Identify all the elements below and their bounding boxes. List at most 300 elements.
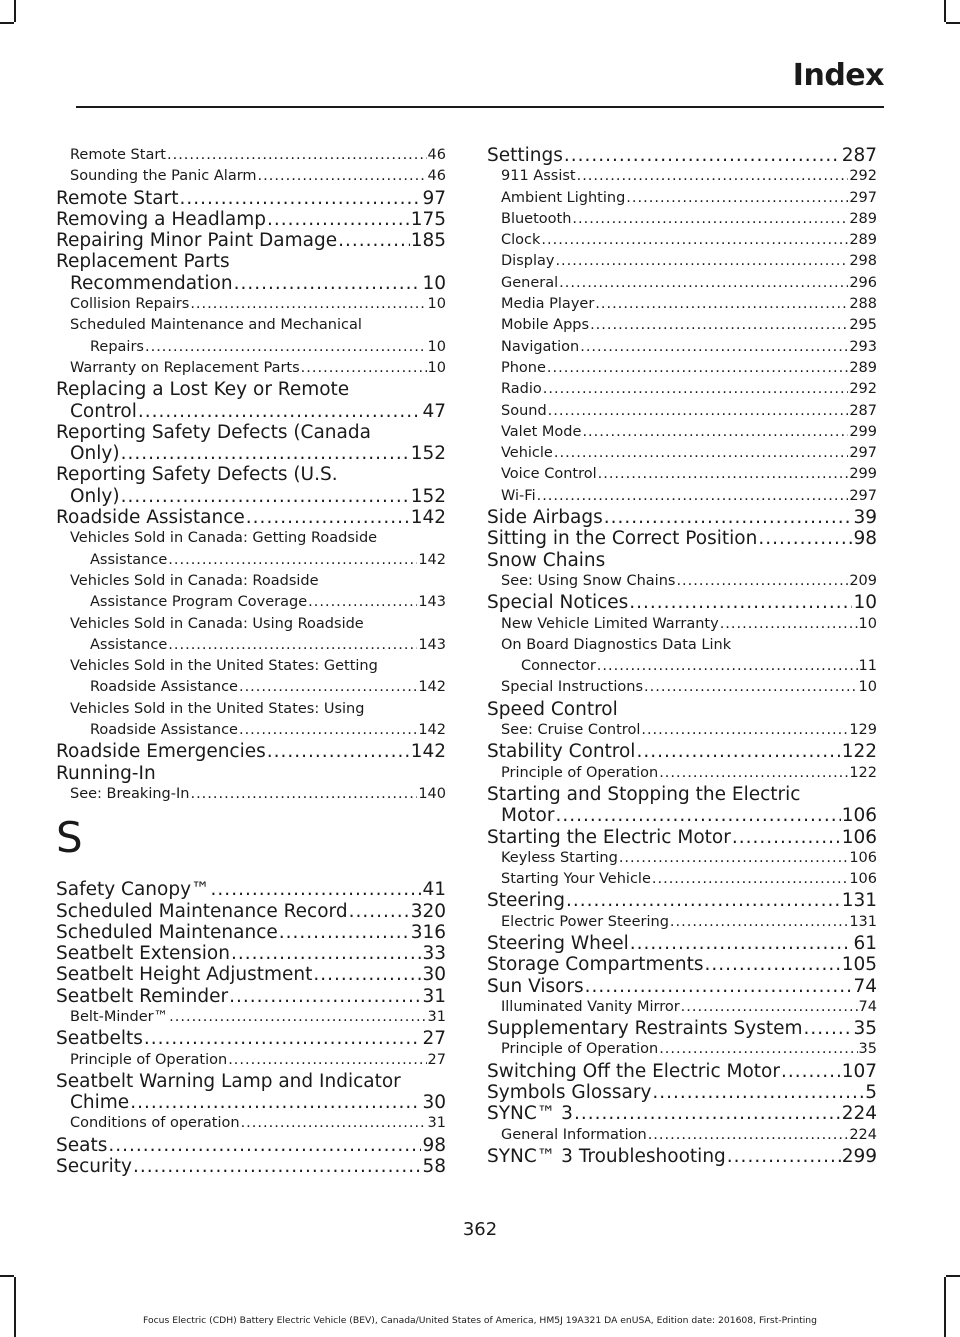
entry-label: Collision Repairs <box>70 296 190 313</box>
entry-label: Steering <box>487 890 565 912</box>
index-entry[interactable] <box>487 614 877 635</box>
index-column-right <box>487 145 877 1167</box>
index-entry[interactable] <box>487 273 877 294</box>
dot-leader <box>652 869 848 890</box>
entry-page-number: 10 <box>858 679 877 696</box>
crop-mark <box>14 1277 16 1337</box>
entry-page-number: 106 <box>841 826 877 848</box>
index-entry[interactable] <box>487 464 877 485</box>
entry-label: Assistance Program Coverage <box>90 594 308 611</box>
dot-leader <box>727 1146 841 1167</box>
index-entry[interactable] <box>487 337 877 358</box>
dot-leader <box>190 294 426 315</box>
index-entry[interactable] <box>56 1028 446 1049</box>
index-entry[interactable] <box>487 1103 877 1124</box>
entry-page-number: 142 <box>418 679 446 696</box>
entry-page-number: 185 <box>410 230 446 252</box>
dot-leader <box>704 954 840 975</box>
index-entry[interactable] <box>56 1156 446 1177</box>
entry-page-number: 298 <box>849 253 877 270</box>
index-entry[interactable] <box>487 528 877 549</box>
entry-label: Speed Control <box>487 698 618 720</box>
dot-leader <box>144 1028 422 1049</box>
entry-label-line: Vehicles Sold in the United States: Getting <box>70 658 378 675</box>
entry-page-number: 224 <box>849 1126 877 1143</box>
dot-leader <box>169 1007 426 1028</box>
index-entry[interactable] <box>56 1135 446 1156</box>
entry-page-number: 131 <box>849 913 877 930</box>
entry-label: Bluetooth <box>501 210 572 227</box>
index-entry[interactable] <box>56 943 446 964</box>
entry-label: Radio <box>501 381 542 398</box>
index-entry[interactable] <box>487 763 877 784</box>
page-number: 362 <box>462 1219 498 1240</box>
entry-page-number: 297 <box>849 487 877 504</box>
entry-label: Scheduled Maintenance Record <box>56 900 348 922</box>
dot-leader <box>234 273 422 294</box>
entry-page-number: 31 <box>427 1115 446 1132</box>
dot-leader <box>168 550 417 571</box>
entry-label: Roadside Assistance <box>90 722 238 739</box>
index-entry[interactable] <box>487 720 877 741</box>
entry-page-number: 5 <box>865 1082 877 1104</box>
index-entry[interactable] <box>56 741 446 762</box>
index-entry[interactable] <box>487 358 877 379</box>
entry-label: Principle of Operation <box>70 1051 228 1068</box>
dot-leader <box>246 507 410 528</box>
entry-page-number: 74 <box>853 975 877 997</box>
crop-mark <box>14 0 16 22</box>
dot-leader <box>720 614 858 635</box>
crop-mark <box>0 22 14 24</box>
entry-page-number: 140 <box>418 785 446 802</box>
entry-label: Symbols Glossary <box>487 1082 652 1104</box>
index-entry[interactable] <box>56 1092 446 1113</box>
entry-label: See: Breaking-In <box>70 785 190 802</box>
entry-label-line: Replacement Parts <box>56 251 230 273</box>
entry-label: Sounding the Panic Alarm <box>70 168 257 185</box>
entry-label: Assistance <box>90 636 168 653</box>
entry-page-number: 287 <box>841 145 877 166</box>
entry-label: Keyless Starting <box>501 849 618 866</box>
index-entry[interactable] <box>487 1125 877 1146</box>
index-entry[interactable] <box>56 1050 446 1071</box>
entry-page-number: 27 <box>422 1028 446 1050</box>
entry-label: Repairs <box>90 338 144 355</box>
entry-label-line: Vehicles Sold in Canada: Roadside <box>70 572 319 589</box>
entry-label: Scheduled Maintenance <box>56 921 278 943</box>
dot-leader <box>626 188 848 209</box>
index-entry[interactable] <box>487 379 877 400</box>
index-entry[interactable] <box>56 986 446 1007</box>
index-entry[interactable] <box>487 443 877 464</box>
entry-label: Principle of Operation <box>501 764 659 781</box>
dot-leader <box>121 443 410 464</box>
entry-label: Voice Control <box>501 466 597 483</box>
dot-leader <box>308 592 417 613</box>
entry-label: General <box>501 274 559 291</box>
entry-page-number: 10 <box>858 615 877 632</box>
entry-page-number: 106 <box>849 871 877 888</box>
entry-label: Supplementary Restraints System <box>487 1018 803 1040</box>
entry-page-number: 47 <box>422 400 446 422</box>
entry-label: Sun Visors <box>487 975 584 997</box>
entry-label: Valet Mode <box>501 423 582 440</box>
entry-label: Storage Compartments <box>487 954 704 976</box>
index-entry[interactable] <box>487 315 877 336</box>
index-entry[interactable] <box>487 933 877 954</box>
entry-label: Motor <box>501 805 555 827</box>
crop-mark <box>944 0 946 22</box>
entry-page-number: 30 <box>422 964 446 986</box>
dot-leader <box>636 741 840 762</box>
index-entry[interactable] <box>487 1061 877 1082</box>
footer-text: Focus Electric (CDH) Battery Electric Vehicle (BEV), Canada/United States of America, HM5J 19A321 DA enUSA, Edition date: 201608, First-Printing <box>143 1315 817 1326</box>
dot-leader <box>630 933 853 954</box>
entry-label: New Vehicle Limited Warranty <box>501 615 719 632</box>
entry-label: Starting Your Vehicle <box>501 871 651 888</box>
index-entry[interactable] <box>56 230 446 251</box>
entry-page-number: 293 <box>849 338 877 355</box>
index-entry[interactable] <box>56 550 446 571</box>
entry-page-number: 107 <box>841 1060 877 1082</box>
crop-mark <box>946 1275 960 1277</box>
entry-page-number: 142 <box>418 551 446 568</box>
entry-page-number: 10 <box>427 359 446 376</box>
dot-leader <box>239 720 417 741</box>
index-entry[interactable] <box>487 1039 877 1060</box>
entry-label: Principle of Operation <box>501 1041 659 1058</box>
index-entry[interactable] <box>487 677 877 698</box>
dot-leader <box>301 358 427 379</box>
dot-leader <box>338 230 410 251</box>
index-entry[interactable] <box>487 507 877 528</box>
index-entry[interactable] <box>487 827 877 848</box>
dot-leader <box>659 763 848 784</box>
entry-label: Wi-Fi <box>501 487 536 504</box>
index-entry[interactable] <box>56 922 446 943</box>
index-entry[interactable] <box>56 209 446 230</box>
entry-label: Security <box>56 1156 132 1178</box>
entry-page-number: 142 <box>418 722 446 739</box>
crop-mark <box>0 1275 14 1277</box>
dot-leader <box>541 230 848 251</box>
dot-leader <box>629 592 852 613</box>
entry-label: Media Player <box>501 296 595 313</box>
entry-label: Illuminated Vanity Mirror <box>501 998 680 1015</box>
dot-leader <box>598 464 849 485</box>
dot-leader <box>572 209 848 230</box>
entry-label: See: Using Snow Chains <box>501 572 676 589</box>
dot-leader <box>758 528 852 549</box>
index-entry[interactable] <box>487 890 877 911</box>
crop-mark <box>944 1277 946 1337</box>
index-entry[interactable] <box>487 592 877 613</box>
entry-label: Seatbelt Extension <box>56 943 230 965</box>
entry-page-number: 31 <box>427 1008 446 1025</box>
entry-page-number: 98 <box>422 1134 446 1156</box>
entry-label: Belt-Minder™ <box>70 1008 169 1025</box>
entry-label: Roadside Emergencies <box>56 741 266 763</box>
entry-label: Roadside Assistance <box>90 679 238 696</box>
index-entry[interactable] <box>487 699 877 720</box>
index-entry[interactable] <box>487 1146 877 1167</box>
dot-leader <box>145 337 427 358</box>
entry-label: Sitting in the Correct Position <box>487 528 758 550</box>
entry-label: Only) <box>70 443 120 465</box>
index-entry[interactable] <box>487 550 877 571</box>
dot-leader <box>555 805 840 826</box>
entry-label-line: Vehicles Sold in Canada: Getting Roadside <box>70 530 378 547</box>
entry-page-number: 288 <box>849 296 877 313</box>
index-entry[interactable] <box>56 677 446 698</box>
entry-page-number: 152 <box>410 485 446 507</box>
dot-leader <box>267 741 410 762</box>
index-entry[interactable] <box>56 592 446 613</box>
dot-leader <box>555 251 848 272</box>
index-entry[interactable] <box>56 635 446 656</box>
dot-leader <box>577 166 849 187</box>
entry-label: Remote Start <box>56 187 179 209</box>
entry-label: Sound <box>501 402 547 419</box>
index-entry[interactable] <box>487 166 877 187</box>
dot-leader <box>659 1039 857 1060</box>
entry-page-number: 299 <box>841 1145 877 1167</box>
entry-page-number: 143 <box>418 594 446 611</box>
dot-leader <box>537 486 849 507</box>
entry-page-number: 11 <box>858 658 877 675</box>
index-entry[interactable] <box>487 912 877 933</box>
entry-label-line: Starting and Stopping the Electric <box>487 783 801 805</box>
index-entry[interactable] <box>487 1018 877 1039</box>
entry-page-number: 316 <box>410 921 446 943</box>
index-entry[interactable] <box>487 997 877 1018</box>
dot-leader <box>554 443 848 464</box>
entry-page-number: 299 <box>849 466 877 483</box>
entry-label: Recommendation <box>70 272 233 294</box>
entry-page-number: 35 <box>853 1018 877 1040</box>
dot-leader <box>228 1050 426 1071</box>
entry-label: Clock <box>501 232 541 249</box>
entry-label-line: Reporting Safety Defects (U.S. <box>56 464 338 486</box>
dot-leader <box>582 422 848 443</box>
dot-leader <box>349 901 410 922</box>
dot-leader <box>239 677 417 698</box>
index-entry[interactable] <box>487 486 877 507</box>
entry-page-number: 46 <box>427 147 446 163</box>
index-entry[interactable] <box>487 954 877 975</box>
index-entry[interactable] <box>56 763 446 784</box>
index-entry[interactable] <box>56 1007 446 1028</box>
index-entry[interactable] <box>487 422 877 443</box>
index-entry[interactable] <box>487 401 877 422</box>
dot-leader <box>138 401 422 422</box>
entry-page-number: 175 <box>410 208 446 230</box>
header-divider <box>76 106 884 108</box>
dot-leader <box>781 1061 841 1082</box>
dot-leader <box>279 922 410 943</box>
entry-page-number: 299 <box>849 423 877 440</box>
entry-label: Phone <box>501 359 546 376</box>
entry-label: Mobile Apps <box>501 317 590 334</box>
entry-label-line: Reporting Safety Defects (Canada <box>56 421 371 443</box>
entry-page-number: 289 <box>849 210 877 227</box>
dot-leader <box>670 912 848 933</box>
index-entry[interactable] <box>487 805 877 826</box>
index-entry[interactable] <box>487 848 877 869</box>
dot-leader <box>130 1092 421 1113</box>
entry-label: SYNC™ 3 <box>487 1103 573 1125</box>
index-entry[interactable] <box>487 976 877 997</box>
entry-label: Chime <box>70 1092 130 1114</box>
index-entry[interactable] <box>487 1082 877 1103</box>
index-entry[interactable] <box>56 720 446 741</box>
dot-leader <box>732 827 841 848</box>
dot-leader <box>619 848 849 869</box>
index-entry[interactable] <box>487 230 877 251</box>
dot-leader <box>574 1103 841 1124</box>
entry-label: Stability Control <box>487 741 636 763</box>
entry-label: See: Cruise Control <box>501 722 641 739</box>
entry-label: Only) <box>70 485 120 507</box>
entry-label: Repairing Minor Paint Damage <box>56 230 338 252</box>
entry-label-line: On Board Diagnostics Data Link <box>501 636 732 653</box>
entry-page-number: 33 <box>422 943 446 965</box>
index-entry[interactable] <box>487 251 877 272</box>
dot-leader <box>190 784 417 805</box>
index-entry[interactable] <box>56 901 446 922</box>
index-entry[interactable] <box>487 294 877 315</box>
entry-page-number: 224 <box>841 1103 877 1125</box>
dot-leader <box>167 145 427 166</box>
entry-page-number: 98 <box>853 528 877 550</box>
index-entry[interactable] <box>56 486 446 507</box>
entry-page-number: 129 <box>849 722 877 739</box>
index-entry[interactable] <box>56 358 446 379</box>
dot-leader <box>580 337 848 358</box>
dot-leader <box>241 1113 427 1134</box>
entry-page-number: 10 <box>427 296 446 313</box>
entry-label: Display <box>501 253 555 270</box>
section-letter-heading: S <box>56 813 83 863</box>
index-entry[interactable] <box>56 1113 446 1134</box>
entry-page-number: 296 <box>849 274 877 291</box>
dot-leader <box>121 486 410 507</box>
entry-page-number: 142 <box>410 507 446 529</box>
entry-page-number: 74 <box>858 998 877 1015</box>
entry-label: Control <box>70 400 137 422</box>
crop-mark <box>946 22 960 24</box>
dot-leader <box>804 1018 853 1039</box>
entry-label-line: Seatbelt Warning Lamp and Indicator <box>56 1070 401 1092</box>
dot-leader <box>231 943 422 964</box>
dot-leader <box>548 401 849 422</box>
entry-page-number: 61 <box>853 932 877 954</box>
entry-page-number: 46 <box>427 168 446 185</box>
dot-leader <box>211 879 422 900</box>
dot-leader <box>313 964 421 985</box>
entry-label-line: Scheduled Maintenance and Mechanical <box>70 317 362 334</box>
entry-page-number: 131 <box>841 890 877 912</box>
entry-label: Vehicle <box>501 445 553 462</box>
entry-label: Starting the Electric Motor <box>487 826 731 848</box>
entry-page-number: 35 <box>858 1041 877 1058</box>
entry-label: Settings <box>487 145 563 166</box>
entry-label: Seats <box>56 1134 108 1156</box>
index-entry[interactable] <box>487 869 877 890</box>
dot-leader <box>595 294 848 315</box>
index-column-left <box>56 145 446 1177</box>
index-entry[interactable] <box>56 401 446 422</box>
dot-leader <box>543 379 849 400</box>
index-entry[interactable] <box>56 784 446 805</box>
index-entry[interactable] <box>56 145 446 166</box>
index-entry[interactable] <box>56 294 446 315</box>
index-entry[interactable] <box>56 964 446 985</box>
index-entry[interactable] <box>56 337 446 358</box>
entry-label: Assistance <box>90 551 168 568</box>
entry-page-number: 31 <box>422 985 446 1007</box>
entry-page-number: 122 <box>849 764 877 781</box>
dot-leader <box>566 890 841 911</box>
entry-page-number: 297 <box>849 445 877 462</box>
index-entry[interactable] <box>487 145 877 166</box>
entry-page-number: 10 <box>422 272 446 294</box>
entry-label: Warranty on Replacement Parts <box>70 359 300 376</box>
entry-label: Steering Wheel <box>487 932 629 954</box>
entry-page-number: 209 <box>849 572 877 589</box>
entry-page-number: 295 <box>849 317 877 334</box>
index-entry[interactable] <box>56 188 446 209</box>
index-entry[interactable] <box>487 188 877 209</box>
entry-page-number: 58 <box>422 1156 446 1178</box>
index-entry[interactable] <box>487 571 877 592</box>
entry-label: Seatbelt Reminder <box>56 985 229 1007</box>
entry-label: Connector <box>521 658 596 675</box>
entry-label: Switching Off the Electric Motor <box>487 1060 780 1082</box>
entry-page-number: 297 <box>849 189 877 206</box>
dot-leader <box>590 315 848 336</box>
dot-leader <box>681 997 858 1018</box>
index-entry[interactable] <box>56 166 446 187</box>
dot-leader <box>229 986 421 1007</box>
entry-label: Special Notices <box>487 592 629 614</box>
index-entry[interactable] <box>487 209 877 230</box>
index-entry[interactable] <box>56 879 446 900</box>
entry-label: Special Instructions <box>501 679 644 696</box>
dot-leader <box>644 677 858 698</box>
entry-label: Snow Chains <box>487 549 606 571</box>
entry-label: Electric Power Steering <box>501 913 669 930</box>
entry-page-number: 39 <box>853 507 877 529</box>
dot-leader <box>108 1135 421 1156</box>
index-entry[interactable] <box>56 443 446 464</box>
entry-page-number: 152 <box>410 443 446 465</box>
index-entry[interactable] <box>487 656 877 677</box>
entry-label: Running-In <box>56 762 156 784</box>
index-entry[interactable] <box>487 741 877 762</box>
entry-label: Seatbelt Height Adjustment <box>56 964 313 986</box>
entry-page-number: 10 <box>427 338 446 355</box>
index-entry[interactable] <box>56 507 446 528</box>
entry-label: General Information <box>501 1126 647 1143</box>
entry-page-number: 122 <box>841 741 877 763</box>
index-entry[interactable] <box>56 273 446 294</box>
entry-label: Ambient Lighting <box>501 189 626 206</box>
entry-page-number: 97 <box>422 187 446 209</box>
entry-label: SYNC™ 3 Troubleshooting <box>487 1145 726 1167</box>
entry-label: Safety Canopy™ <box>56 879 210 901</box>
